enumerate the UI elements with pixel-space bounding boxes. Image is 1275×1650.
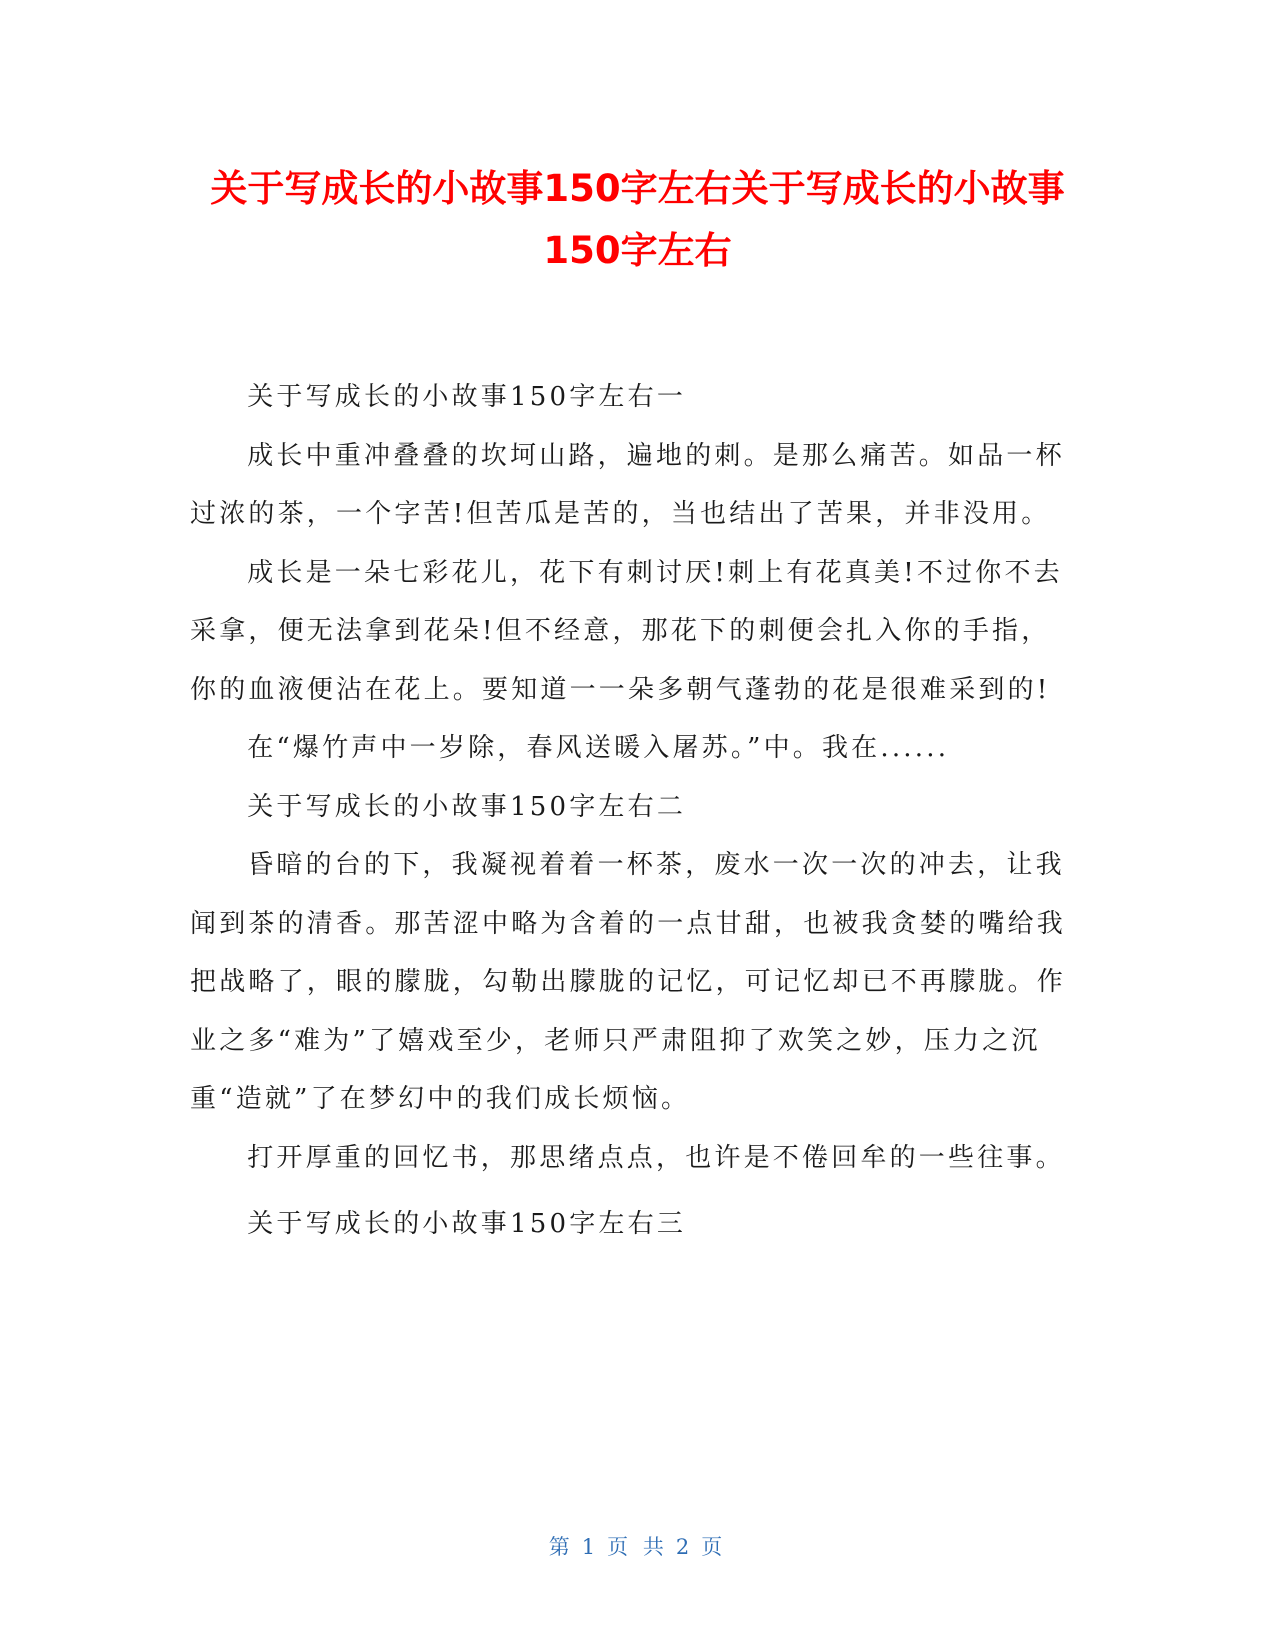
section-heading-2: 关于写成长的小故事150字左右二 [247, 791, 687, 822]
paragraph: 在“爆竹声中一岁除，春风送暖入屠苏。”中。我在...... [247, 733, 950, 763]
footer-page-number: 1 [581, 1535, 600, 1559]
footer-middle: 页 共 [607, 1535, 668, 1559]
paragraph: 成长中重冲叠叠的坎坷山路，遍地的刺。是那么痛苦。如品一杯过浓的茶，一个字苦!但苦瓜是苦的，当也结出了苦果，并非没用。 [190, 440, 1065, 529]
section-heading-3: 关于写成长的小故事150字左右三 [247, 1209, 687, 1239]
page-footer [0, 1531, 1275, 1561]
footer-total-pages: 2 [675, 1535, 694, 1559]
footer-prefix: 第 [548, 1535, 574, 1559]
section-heading-1: 关于写成长的小故事150字左右一 [247, 382, 687, 412]
footer-suffix: 页 [701, 1535, 727, 1559]
paragraph: 打开厚重的回忆书，那思绪点点，也许是不倦回牟的一些往事。 [247, 1142, 1065, 1173]
document-title: 关于写成长的小故事150字左右关于写成长的小故事150字左右 [210, 167, 1065, 272]
document-body [190, 368, 1075, 1254]
paragraph: 成长是一朵七彩花儿，花下有刺讨厌!刺上有花真美!不过你不去采拿，便无法拿到花朵!但不经意，那花下的刺便会扎入你的手指，你的血液便沾在花上。要知道一一朵多朝气蓬勃的花是很难采到的! [190, 557, 1063, 705]
paragraph: 昏暗的台的下，我凝视着着一杯茶，废水一次一次的冲去，让我闻到茶的清香。那苦涩中略为含着的一点甘甜，也被我贪婪的嘴给我把战略了，眼的朦胧，勾勒出朦胧的记忆，可记忆却已不再朦胧。作业之多“难为”了嬉戏至少，老师只严肃阻抑了欢笑之妙，压力之沉重“造就”了在梦幻中的我们成长烦恼。 [190, 850, 1067, 1114]
